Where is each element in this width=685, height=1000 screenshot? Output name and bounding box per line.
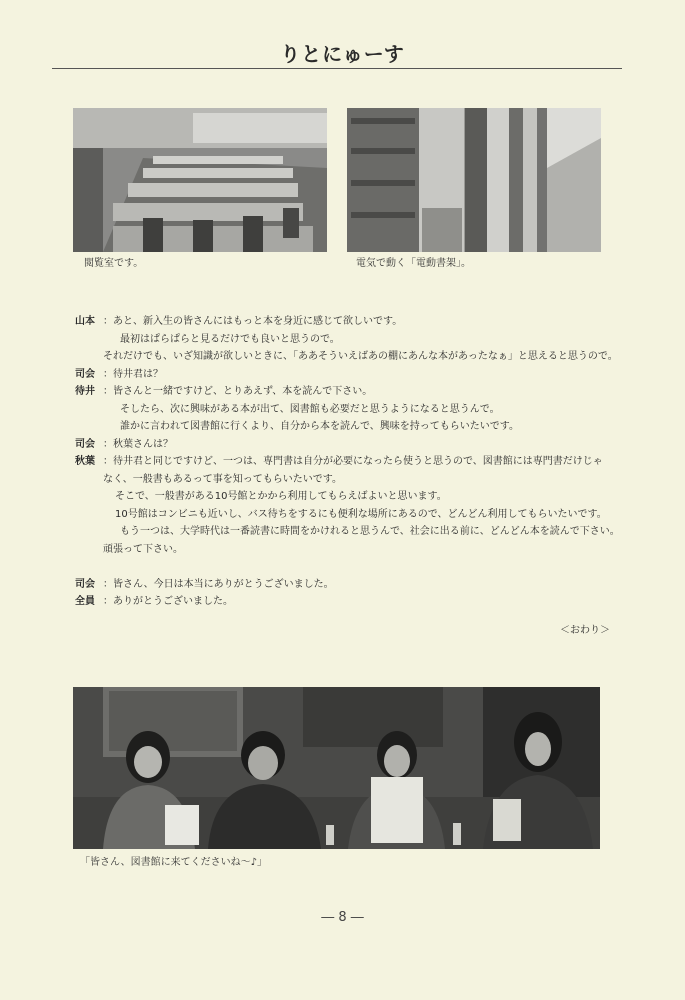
speaker-name: 待井 xyxy=(75,386,95,397)
interview-dialogue xyxy=(75,313,635,611)
dialogue-line xyxy=(75,418,635,436)
reading-room-caption: 閲覧室です。 xyxy=(84,258,144,269)
dialogue-text: ：待井君と同じですけど、一つは、専門書は自分が必要になったら使うと思うので、図書館には専門書だけじゃ xyxy=(103,456,603,467)
dialogue-text: そこで、一般書がある10号館とかから利用してもらえばよいと思います。 xyxy=(115,491,447,502)
dialogue-line xyxy=(75,488,635,506)
dialogue-text: 最初はぱらぱらと見るだけでも良いと思うので。 xyxy=(120,333,340,345)
reading-room-photo xyxy=(73,108,327,252)
speaker-name: 司会 xyxy=(75,438,95,450)
dialogue-line xyxy=(75,523,635,541)
electric-shelves-photo xyxy=(347,108,601,252)
speaker-name: 全員 xyxy=(75,596,95,607)
dialogue-line xyxy=(75,348,635,366)
dialogue-text: ：皆さんと一緒ですけど、とりあえず、本を読んで下さい。 xyxy=(103,386,373,397)
dialogue-text: ：待井君は？ xyxy=(103,368,163,380)
page-number: ― 8 ― xyxy=(321,910,364,925)
dialogue-text: ：ありがとうございました。 xyxy=(103,596,233,607)
dialogue-text: ：皆さん、今日は本当にありがとうございました。 xyxy=(103,578,334,590)
dialogue-text: 10号館はコンビニも近いし、バス待ちをするにも便利な場所にあるので、どんどん利用してもらいたいです。 xyxy=(115,508,607,520)
dialogue-text: もう一つは、大学時代は一番読書に時間をかけれると思うんで、社会に出る前に、どんどん本を読んで下さい。 xyxy=(120,526,620,537)
dialogue-line xyxy=(75,436,635,454)
dialogue-text: それだけでも、いざ知識が欲しいときに、「ああそういえばあの棚にあんな本があったなぁ」と思えると思うので。 xyxy=(103,351,618,362)
dialogue-line xyxy=(75,331,635,349)
speaker-name: 司会 xyxy=(75,578,95,590)
speaker-name: 山本 xyxy=(75,316,95,327)
dialogue-text: 頑張って下さい。 xyxy=(103,543,183,555)
dialogue-text: 誰かに言われて図書館に行くより、自分から本を読んで、興味を持ってもらいたいです。 xyxy=(120,421,519,432)
closing-mark: ＜おわり＞ xyxy=(560,625,610,636)
dialogue-text: そしたら、次に興味がある本が出て、図書館も必要だと思うようになると思うんで。 xyxy=(120,403,500,415)
page-title: りとにゅーす xyxy=(280,42,405,66)
group-photo-caption: 「皆さん、図書館に来てくださいね～♪」 xyxy=(80,857,267,868)
group-photo xyxy=(73,687,600,849)
dialogue-line xyxy=(75,313,635,331)
dialogue-line xyxy=(75,401,635,419)
dialogue-line xyxy=(75,593,635,611)
dialogue-line xyxy=(75,471,635,489)
dialogue-text: ：あと、新入生の皆さんにはもっと本を身近に感じて欲しいです。 xyxy=(103,316,403,327)
dialogue-line xyxy=(75,366,635,384)
electric-shelves-caption: 電気で動く「電動書架」。 xyxy=(356,258,471,269)
dialogue-text: なく、一般書もあるって事を知ってもらいたいです。 xyxy=(103,473,342,485)
dialogue-line xyxy=(75,383,635,401)
title-rule xyxy=(52,68,622,69)
dialogue-line xyxy=(75,453,635,471)
dialogue-text: ：秋葉さんは？ xyxy=(103,438,173,450)
dialogue-line xyxy=(75,506,635,524)
speaker-name: 司会 xyxy=(75,368,95,380)
dialogue-line xyxy=(75,541,635,559)
dialogue-line xyxy=(75,576,635,594)
spacer xyxy=(75,558,635,576)
speaker-name: 秋葉 xyxy=(75,456,95,467)
